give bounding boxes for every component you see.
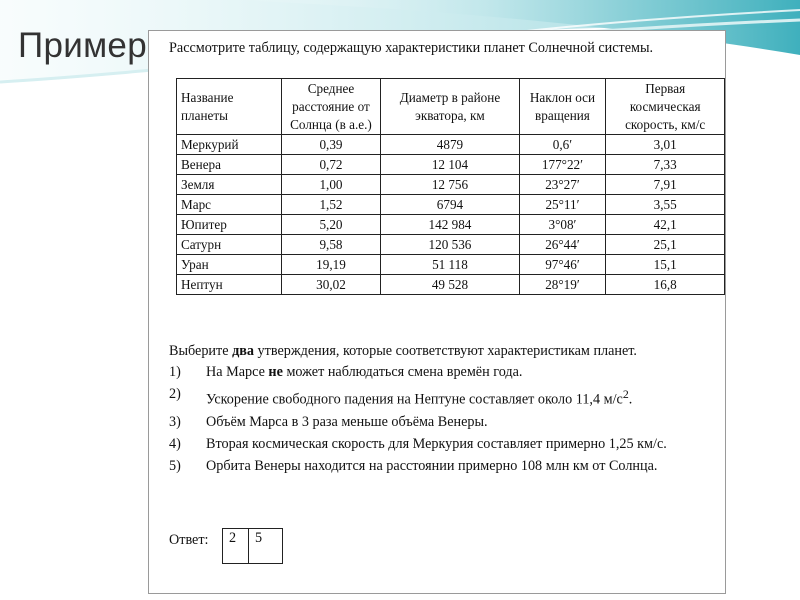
- cell-distance: 1,00: [281, 175, 381, 195]
- statement-bold: не: [268, 364, 283, 380]
- cell-planet-name: Меркурий: [177, 135, 282, 155]
- cell-distance: 19,19: [281, 255, 381, 275]
- cell-velocity: 3,01: [606, 135, 725, 155]
- statement-text-before: Ускорение свободного падения на Нептуне составляет около 11,4 м/с: [206, 391, 623, 408]
- answer-label: Ответ:: [169, 532, 209, 548]
- statement-item: [169, 457, 709, 476]
- table-row: [177, 255, 725, 275]
- statement-text-after: .: [628, 391, 633, 408]
- cell-planet-name: Земля: [177, 175, 282, 195]
- intro-text: Рассмотрите таблицу, содержащую характеристики планет Солнечной системы.: [169, 40, 654, 56]
- statement-number: 1): [169, 364, 181, 380]
- planets-table: [176, 78, 725, 295]
- cell-distance: 5,20: [281, 215, 381, 235]
- cell-diameter: 12 104: [381, 155, 519, 175]
- statement-text: [206, 363, 709, 382]
- header-distance: Среднее расстояние от Солнца (в а.е.): [281, 79, 381, 135]
- question-before: Выберите: [169, 343, 233, 359]
- cell-velocity: 25,1: [606, 235, 725, 255]
- cell-diameter: 51 118: [381, 255, 519, 275]
- cell-velocity: 3,55: [606, 195, 725, 215]
- cell-distance: 0,39: [281, 135, 381, 155]
- cell-planet-name: Венера: [177, 155, 282, 175]
- statement-item: [169, 363, 709, 382]
- statement-number: 4): [169, 435, 181, 452]
- header-axis-tilt: Наклон оси вращения: [519, 79, 606, 135]
- question-text: [169, 342, 637, 361]
- statement-text-after: может наблюдаться смена времён года.: [282, 364, 523, 380]
- statement-number: 5): [169, 457, 181, 474]
- statement-text: Объём Марса в 3 раза меньше объёма Венеры.: [206, 413, 488, 430]
- answer-cell[interactable]: 5: [249, 528, 283, 564]
- statement-superscript: 2: [622, 387, 629, 401]
- cell-diameter: 4879: [381, 135, 519, 155]
- cell-axis-tilt: 28°19′: [519, 275, 606, 295]
- table-row: [177, 235, 725, 255]
- table-row: [177, 195, 725, 215]
- cell-planet-name: Уран: [177, 255, 282, 275]
- cell-axis-tilt: 0,6′: [519, 135, 606, 155]
- cell-diameter: 49 528: [381, 275, 519, 295]
- question-after: утверждения, которые соответствуют характеристикам планет.: [254, 343, 637, 359]
- cell-planet-name: Нептун: [177, 275, 282, 295]
- answer-cell[interactable]: 2: [222, 528, 249, 564]
- task-document: [148, 30, 726, 594]
- cell-diameter: 6794: [381, 195, 519, 215]
- table-row: [177, 155, 725, 175]
- cell-velocity: 7,91: [606, 175, 725, 195]
- cell-axis-tilt: 25°11′: [519, 195, 606, 215]
- cell-velocity: 42,1: [606, 215, 725, 235]
- cell-planet-name: Юпитер: [177, 215, 282, 235]
- statement-item: [169, 413, 709, 432]
- cell-planet-name: Марс: [177, 195, 282, 215]
- table-header-row: [177, 79, 725, 135]
- table-row: [177, 135, 725, 155]
- table-row: [177, 215, 725, 235]
- statement-text: Орбита Венеры находится на расстоянии примерно 108 млн км от Солнца.: [206, 457, 658, 474]
- statement-number: 2): [169, 386, 181, 402]
- cell-distance: 9,58: [281, 235, 381, 255]
- table-row: [177, 175, 725, 195]
- slide-title: Пример: [18, 26, 147, 65]
- statement-list: [169, 363, 709, 479]
- statement-item: [169, 385, 709, 410]
- cell-axis-tilt: 23°27′: [519, 175, 606, 195]
- statement-number: 3): [169, 413, 181, 430]
- statement-item: [169, 435, 709, 454]
- cell-planet-name: Сатурн: [177, 235, 282, 255]
- cell-velocity: 16,8: [606, 275, 725, 295]
- cell-velocity: 15,1: [606, 255, 725, 275]
- cell-distance: 1,52: [281, 195, 381, 215]
- cell-diameter: 12 756: [381, 175, 519, 195]
- cell-distance: 0,72: [281, 155, 381, 175]
- cell-velocity: 7,33: [606, 155, 725, 175]
- cell-diameter: 120 536: [381, 235, 519, 255]
- table-row: [177, 275, 725, 295]
- statement-text-before: На Марсе: [206, 364, 269, 380]
- cell-axis-tilt: 26°44′: [519, 235, 606, 255]
- statement-text: [206, 385, 709, 410]
- cell-axis-tilt: 177°22′: [519, 155, 606, 175]
- question-bold: два: [232, 343, 254, 359]
- cell-axis-tilt: 97°46′: [519, 255, 606, 275]
- cell-axis-tilt: 3°08′: [519, 215, 606, 235]
- cell-diameter: 142 984: [381, 215, 519, 235]
- answer-boxes: [222, 528, 283, 564]
- header-orbital-velocity: Первая космическая скорость, км/с: [606, 79, 725, 135]
- statement-text: Вторая космическая скорость для Меркурия составляет примерно 1,25 км/с.: [206, 435, 667, 452]
- header-diameter: Диаметр в районе экватора, км: [381, 79, 519, 135]
- cell-distance: 30,02: [281, 275, 381, 295]
- header-planet-name: Название планеты: [177, 79, 282, 135]
